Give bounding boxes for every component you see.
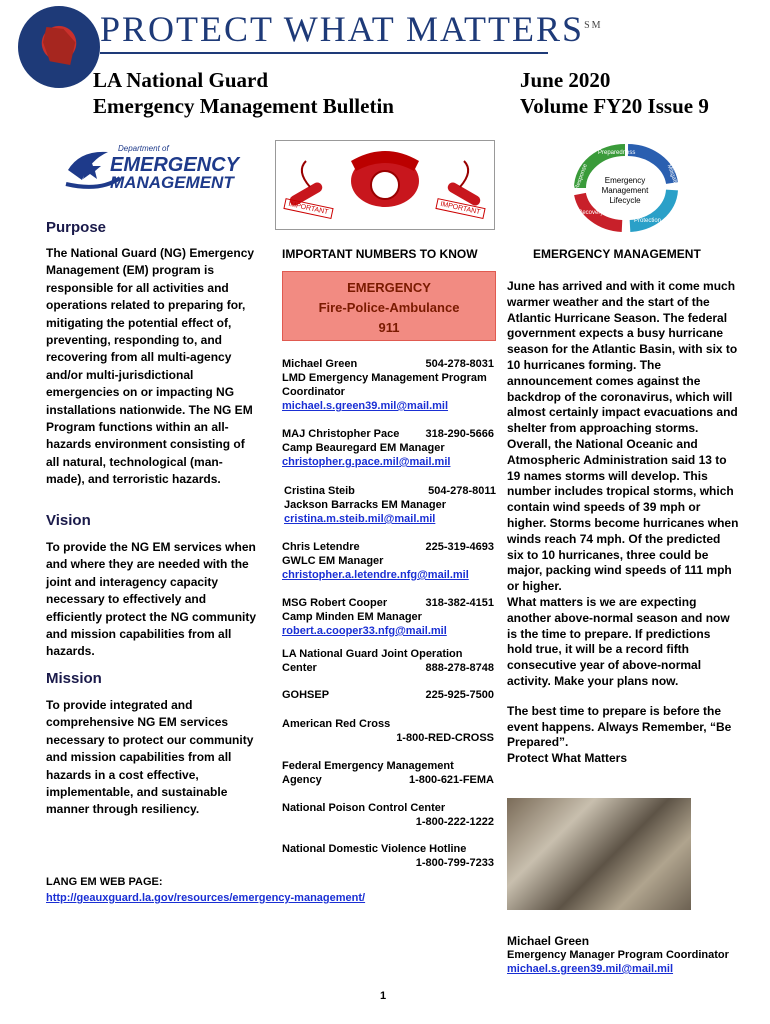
vision-heading: Vision	[46, 512, 91, 529]
la-national-guard-seal	[18, 6, 100, 88]
contact-email-link[interactable]: robert.a.cooper33.nfg@mail.mil	[282, 625, 447, 637]
contact-card	[282, 357, 494, 413]
contact-email-link[interactable]: christopher.a.letendre.nfg@mail.mil	[282, 569, 469, 581]
contact-email-link[interactable]: cristina.m.steib.mil@mail.mil	[284, 513, 436, 525]
contact-phone: 318-382-4151	[425, 597, 494, 609]
issue-volume: Volume FY20 Issue 9	[520, 94, 709, 118]
fema-contact: Federal Emergency Management Agency 1-800-621-FEMA	[282, 760, 494, 786]
logo-dept-text: Department of	[118, 144, 169, 153]
cycle-stage-protection: Protection	[634, 218, 662, 224]
emergency-number: 911	[378, 320, 400, 335]
contact-phone: 504-278-8011	[428, 485, 496, 497]
contact-role: Camp Beauregard EM Manager	[282, 442, 445, 454]
cycle-center-label: Emergency Management Lifecycle	[601, 176, 649, 205]
cycle-stage-mitigation: Mitigation	[665, 163, 681, 191]
em-lifecycle-diagram	[550, 138, 700, 238]
purpose-text: The National Guard (NG) Emergency Management (EM) program is responsible for all activities and operations related to preparing for, mitigating the potential effect of, preventing, responding to, and recovering from all multi-agency and/or multi-jurisdictional emergencies on or impacting NG installations nationwide. The NG EM Program functions within an all-hazards environment consisting of all natural, technological (man-made), and terroristic hazards.	[46, 246, 255, 487]
contact-card	[282, 427, 494, 469]
important-numbers-heading: IMPORTANT NUMBERS TO KNOW	[282, 247, 478, 261]
contact-role: LMD Emergency Management Program	[282, 372, 487, 384]
masthead-title: PROTECT WHAT MATTERS℠	[100, 9, 603, 49]
telephone-icon	[276, 141, 494, 229]
contact-role: Jackson Barracks EM Manager	[284, 499, 447, 511]
signature-title: Emergency Manager Program Coordinator	[507, 949, 729, 961]
emergency-label: EMERGENCY	[347, 280, 431, 295]
contact-role: GWLC EM Manager	[282, 555, 384, 567]
domestic-violence-contact: National Domestic Violence Hotline 1-800-799-7233	[282, 843, 494, 869]
contact-email-link[interactable]: christopher.g.pace.mil@mail.mil	[282, 456, 451, 468]
org-name: LA National Guard	[93, 68, 269, 92]
red-cross-contact: American Red Cross 1-800-RED-CROSS	[282, 718, 494, 744]
issue-date: June 2020	[520, 68, 611, 92]
logo-emergency-text: EMERGENCY	[110, 154, 239, 176]
department-emergency-management-logo	[60, 140, 250, 200]
contact-name: MSG Robert Cooper	[282, 597, 388, 609]
em-paragraph: What matters is we are expecting another above-normal season and now is the time to prepare. If predictions hold true, it will be a record fifth consecutive year of above-normal activity. Make your plans now.	[507, 594, 730, 688]
em-paragraph: June has arrived and with it come much warmer weather and the start of the Atlantic Hurricane Season. The federal government expects a busy hurricane season for the Atlantic Basin, with six to 10 hurricanes forming. The announcement comes against the backdrop of the coronavirus, which will almost certainly impact evacuations and shelter from approaching storms. Overall, the National Oceanic and Atmospheric Administration said 13 to 19 names storms will develop. This number includes tropical storms, which contain wind speeds of 39 mph or higher. Storms become hurricanes when winds reach 74 mph. Of the predicted six to 10 hurricanes, three could be major, packing wind speeds of 111 mph or higher.	[507, 279, 739, 594]
contact-email-link[interactable]: michael.s.green39.mil@mail.mil	[282, 400, 449, 412]
em-heading: EMERGENCY MANAGEMENT	[533, 247, 701, 261]
gohsep-contact: GOHSEP 225-925-7500	[282, 689, 494, 701]
hurricane-damage-photo	[507, 798, 691, 910]
cycle-stage-recovery: Recovery	[578, 210, 604, 216]
web-page-label: LANG EM WEB PAGE:	[46, 876, 163, 888]
contact-phone: 504-278-8031	[425, 358, 494, 370]
important-tag-left: IMPORTANT	[283, 198, 333, 219]
cycle-stage-preparedness: Preparedness	[598, 150, 636, 156]
web-page-link[interactable]: http://geauxguard.la.gov/resources/emergency-management/	[46, 892, 366, 904]
em-tagline: Protect What Matters	[507, 751, 628, 766]
contact-name: MAJ Christopher Pace	[282, 428, 400, 440]
mission-heading: Mission	[46, 670, 102, 687]
signature-email-link[interactable]: michael.s.green39.mil@mail.mil	[507, 963, 674, 975]
contact-role: Camp Minden EM Manager	[282, 611, 422, 623]
contact-phone: 225-319-4693	[425, 541, 494, 553]
contact-phone: 318-290-5666	[425, 428, 494, 440]
contact-name: Michael Green	[282, 358, 358, 370]
contact-card	[282, 540, 494, 582]
contact-role: Coordinator	[282, 386, 345, 398]
emergency-services: Fire-Police-Ambulance	[318, 300, 460, 315]
emergency-callout	[282, 271, 496, 341]
bulletin-name: Emergency Management Bulletin	[93, 94, 394, 118]
em-paragraph: The best time to prepare is before the event happens. Always Remember, “Be Prepared”.	[507, 703, 732, 750]
contact-card	[282, 596, 494, 638]
contact-name: Chris Letendre	[282, 541, 360, 553]
vision-text: To provide the NG EM services when and where they are needed with the joint and interagency capacity necessary to effectively and efficiently protect the NG community and mission capabilities from all hazards.	[46, 540, 257, 659]
page-number: 1	[380, 990, 387, 1002]
joint-ops-contact: LA National Guard Joint Operation Center 888-278-8748	[282, 648, 494, 674]
cycle-stage-response: Response	[574, 163, 589, 191]
mission-text: To provide integrated and comprehensive NG EM services necessary to protect our community and mission capabilities from all hazards in a cost effective, implementable, and sustainable manner through resiliency.	[46, 698, 254, 817]
service-mark: SM	[584, 20, 603, 31]
important-tag-right: IMPORTANT	[435, 198, 485, 219]
contact-card	[284, 484, 496, 526]
purpose-heading: Purpose	[46, 219, 107, 236]
masthead-rule	[100, 52, 548, 54]
red-phones-image	[275, 140, 495, 230]
em-article	[507, 279, 739, 767]
contact-name: Cristina Steib	[284, 485, 355, 497]
logo-management-text: MANAGEMENT	[110, 173, 234, 192]
signature-name: Michael Green	[507, 934, 590, 948]
poison-control-contact: National Poison Control Center 1-800-222-1222	[282, 802, 494, 828]
